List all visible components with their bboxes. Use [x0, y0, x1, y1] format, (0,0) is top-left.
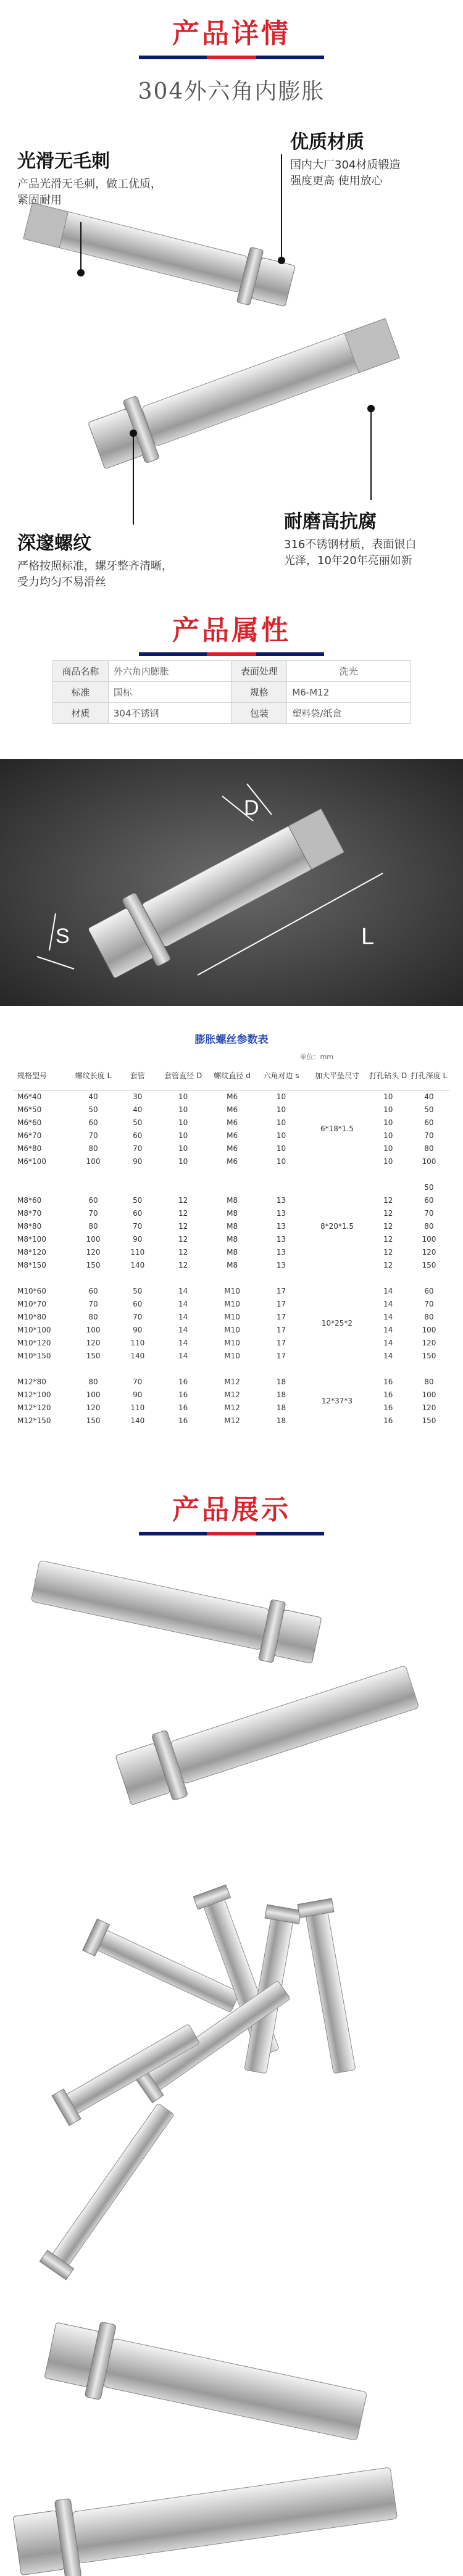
feature-corrosion [284, 506, 416, 569]
feature-smooth-title: 光滑无毛刺 [17, 151, 110, 172]
table-row: M10*100 100 90 14 M10 17 14 100 [17, 1325, 436, 1334]
heading-underline [139, 652, 324, 656]
feature-smooth-desc: 产品光滑无毛刺，做工优质， 紧固耐用 [17, 178, 162, 207]
dimension-photo [0, 759, 463, 1006]
attributes-table [52, 660, 411, 724]
table-row: M6*100 100 90 10 M6 10 10 100 [17, 1157, 436, 1166]
table-spacer [14, 1362, 449, 1375]
washer-size: 10*25*2 [321, 1319, 353, 1327]
spec-table-unit: 单位：mm [299, 1053, 333, 1061]
table-row: M6*70 70 60 10 M6 10 10 70 [17, 1131, 434, 1140]
table-row: M10*120 120 110 14 M10 17 14 120 [17, 1338, 436, 1347]
dimension-label-l: L [361, 924, 375, 950]
feature-material-desc: 国内大厂304材质锻造 强度更高 使用放心 [290, 159, 401, 188]
table-row: 8*20*1.5 50 [14, 1181, 449, 1194]
showcase-title: 产品展示 [172, 1494, 291, 1526]
table-row: M8*80 80 70 12 M8 13 12 80 [17, 1221, 434, 1231]
leader-dot [130, 430, 137, 437]
details-title: 产品详情 [172, 18, 291, 49]
table-row: M6*60 60 50 10 M6 10 10 60 [17, 1118, 434, 1127]
feature-smooth [17, 146, 162, 209]
spec-table-caption: 膨胀螺丝参数表 [194, 1034, 269, 1046]
table-row: M6*80 80 70 10 M6 10 10 80 [17, 1144, 434, 1153]
washer-size: 6*18*1.5 [320, 1124, 354, 1134]
feature-material-title: 优质材质 [290, 131, 364, 153]
heading-underline [139, 56, 324, 59]
table-row: M10*80 80 70 14 M10 17 14 80 [17, 1312, 434, 1321]
table-row: M10*70 70 60 14 M10 17 14 70 [17, 1299, 434, 1308]
details-heading [0, 11, 463, 59]
table-row: M12*120 120 110 16 M12 18 16 120 [17, 1403, 436, 1412]
spec-table [14, 1063, 449, 1427]
spec-table-block [0, 1031, 463, 1425]
leader-dot [367, 405, 375, 412]
showcase-heading [0, 1487, 463, 1535]
table-row: 材质 304不锈钢 包装 塑料袋/纸盒 [53, 703, 411, 724]
table-row: M8*150 150 140 12 M8 13 12 150 [17, 1260, 436, 1269]
table-row: M8*100 100 90 12 M8 13 12 100 [17, 1234, 436, 1244]
table-row: M10*60 60 50 14 M10 17 10*25*2 14 60 [14, 1284, 449, 1297]
table-row: M8*70 70 60 12 M8 13 12 70 [17, 1208, 434, 1218]
table-row: M12*150 150 140 16 M12 18 16 150 [17, 1416, 436, 1425]
heading-underline [139, 1532, 324, 1535]
leader-line [281, 154, 282, 259]
table-spacer [14, 1168, 449, 1181]
showcase-images [0, 1537, 463, 2576]
leader-line [370, 407, 372, 500]
leader-line [80, 222, 81, 272]
washer-size: 12*37*3 [321, 1397, 353, 1405]
table-row: M8*120 120 110 12 M8 13 12 120 [17, 1247, 436, 1257]
feature-material [290, 127, 400, 189]
feature-thread [17, 528, 173, 591]
feature-thread-title: 深邃螺纹 [17, 533, 91, 554]
dimension-diagram [0, 759, 463, 1006]
feature-corrosion-title: 耐磨高抗腐 [284, 511, 377, 533]
attributes-heading [0, 608, 463, 656]
leader-dot [77, 269, 85, 276]
dimension-label-s: S [56, 924, 70, 948]
feature-corrosion-desc: 316不锈钢材质，表面银白 光泽，10年20年亮丽如新 [284, 538, 417, 567]
table-row: M12*80 80 70 16 M12 18 12*37*3 16 80 [14, 1375, 449, 1388]
table-row: M12*100 100 90 16 M12 18 16 100 [17, 1390, 436, 1399]
washer-size: 8*20*1.5 [320, 1221, 354, 1231]
feature-thread-desc: 严格按照标准，螺牙整齐清晰， 受力均匀不易滑丝 [17, 560, 173, 589]
table-header-row: 规格型号 螺纹长度 L 套管 套管直径 D 螺纹直径 d 六角对边 s 加大平垫尺寸 打孔钻头 D 打孔深度 L [14, 1063, 449, 1090]
dimension-label-d: D [244, 796, 259, 820]
attributes-title: 产品属性 [172, 615, 291, 646]
table-row: M8*60 60 50 12 M8 13 12 60 [17, 1195, 434, 1205]
table-row: M6*40 40 30 10 M6 10 6*18*1.5 10 40 [14, 1090, 449, 1103]
table-spacer [14, 1271, 449, 1284]
table-row: M10*150 150 140 14 M10 17 14 150 [17, 1351, 436, 1360]
table-row: 商品名称 外六角内膨胀 表面处理 洗光 [53, 661, 411, 682]
details-subtitle: 304外六角内膨胀 [138, 79, 325, 104]
table-row: M6*50 50 40 10 M6 10 10 50 [17, 1105, 434, 1114]
leader-line [133, 432, 134, 525]
leader-dot [278, 257, 285, 264]
table-row: 标准 国标 规格 M6-M12 [53, 682, 411, 703]
